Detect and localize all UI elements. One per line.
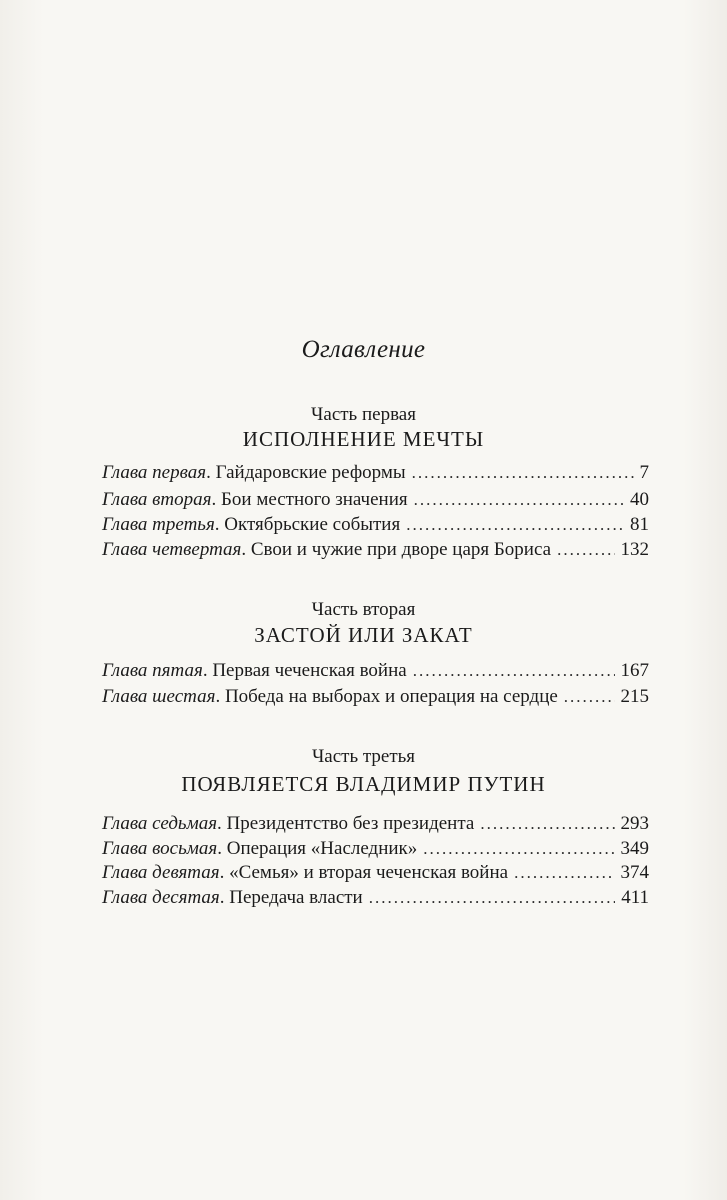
chapter-title: Победа на выборах и операция на сердце [224,686,558,707]
page-number: 374 [620,862,649,883]
leader-dots [406,515,624,535]
chapter-label: Глава девятая [102,862,220,883]
chapter-label: Глава седьмая [102,813,218,834]
chapter-title: Бои местного значения [220,489,408,510]
chapter-label: Глава вторая [102,489,212,510]
chapter-label: Глава четвертая [102,539,242,560]
toc-entry: Глава десятая . Передача власти ..... 411 [102,887,649,913]
chapter-title: Октябрьские события [224,514,401,535]
page-number: 411 [621,887,649,908]
chapter-title: Операция «Наследник» [226,838,418,859]
leader-dots [412,463,634,483]
part-2-label: Часть вторая [311,599,416,620]
page-number: 81 [630,514,649,535]
page-number: 40 [630,489,649,510]
leader-dots [369,888,615,908]
chapter-label: Глава третья [102,514,215,535]
leader-dots [514,863,614,883]
toc-entry: Глава вторая . Бои местного значения ..... 40 [102,489,649,515]
part-2-title: ЗАСТОЙ ИЛИ ЗАКАТ [254,623,473,647]
page-number: 167 [620,660,649,681]
chapter-title: «Семья» и вторая чеченская война [229,862,509,883]
chapter-title: Передача власти [229,887,363,908]
chapter-title: Первая чеченская война [212,660,407,681]
page-number: 293 [620,813,649,834]
part-1-title: ИСПОЛНЕНИЕ МЕЧТЫ [242,427,485,451]
chapter-label: Глава восьмая [102,838,218,859]
chapter-label: Глава десятая [102,887,220,908]
chapter-label: Глава пятая [102,660,203,681]
toc-entry: Глава шестая . Победа на выборах и операция на сердце ..... 215 [102,686,649,712]
leader-dots [480,814,614,834]
toc-entry: Глава восьмая . Операция «Наследник» ..... 349 [102,838,649,864]
chapter-label: Глава первая [102,462,207,483]
leader-dots [423,839,614,859]
page-number: 7 [639,462,649,483]
leader-dots [413,661,615,681]
toc-entry: Глава пятая . Первая чеченская война ..... 167 [102,660,649,686]
page-number: 215 [620,686,649,707]
leader-dots [414,490,624,510]
chapter-title: Президентство без президента [226,813,475,834]
part-1-label: Часть первая [311,404,416,425]
page-number: 349 [620,838,649,859]
chapter-label: Глава шестая [102,686,216,707]
chapter-title: Свои и чужие при дворе царя Бориса [250,539,552,560]
part-3-title: ПОЯВЛЯЕТСЯ ВЛАДИМИР ПУТИН [181,772,546,796]
toc-entry: Глава третья . Октябрьские события ..... 81 [102,514,649,540]
toc-entry: Глава четвертая . Свои и чужие при дворе царя Бориса ..... 132 [102,539,649,565]
leader-dots [564,687,615,707]
chapter-title: Гайдаровские реформы [215,462,406,483]
toc-entry: Глава первая . Гайдаровские реформы ..... 7 [102,462,649,488]
toc-entry: Глава седьмая . Президентство без президента ..... 293 [102,813,649,839]
toc-entry: Глава девятая . «Семья» и вторая чеченская война ..... 374 [102,862,649,888]
toc-title: Оглавление [301,336,426,363]
page-number: 132 [620,539,649,560]
leader-dots [557,540,614,560]
part-3-label: Часть третья [311,746,416,767]
